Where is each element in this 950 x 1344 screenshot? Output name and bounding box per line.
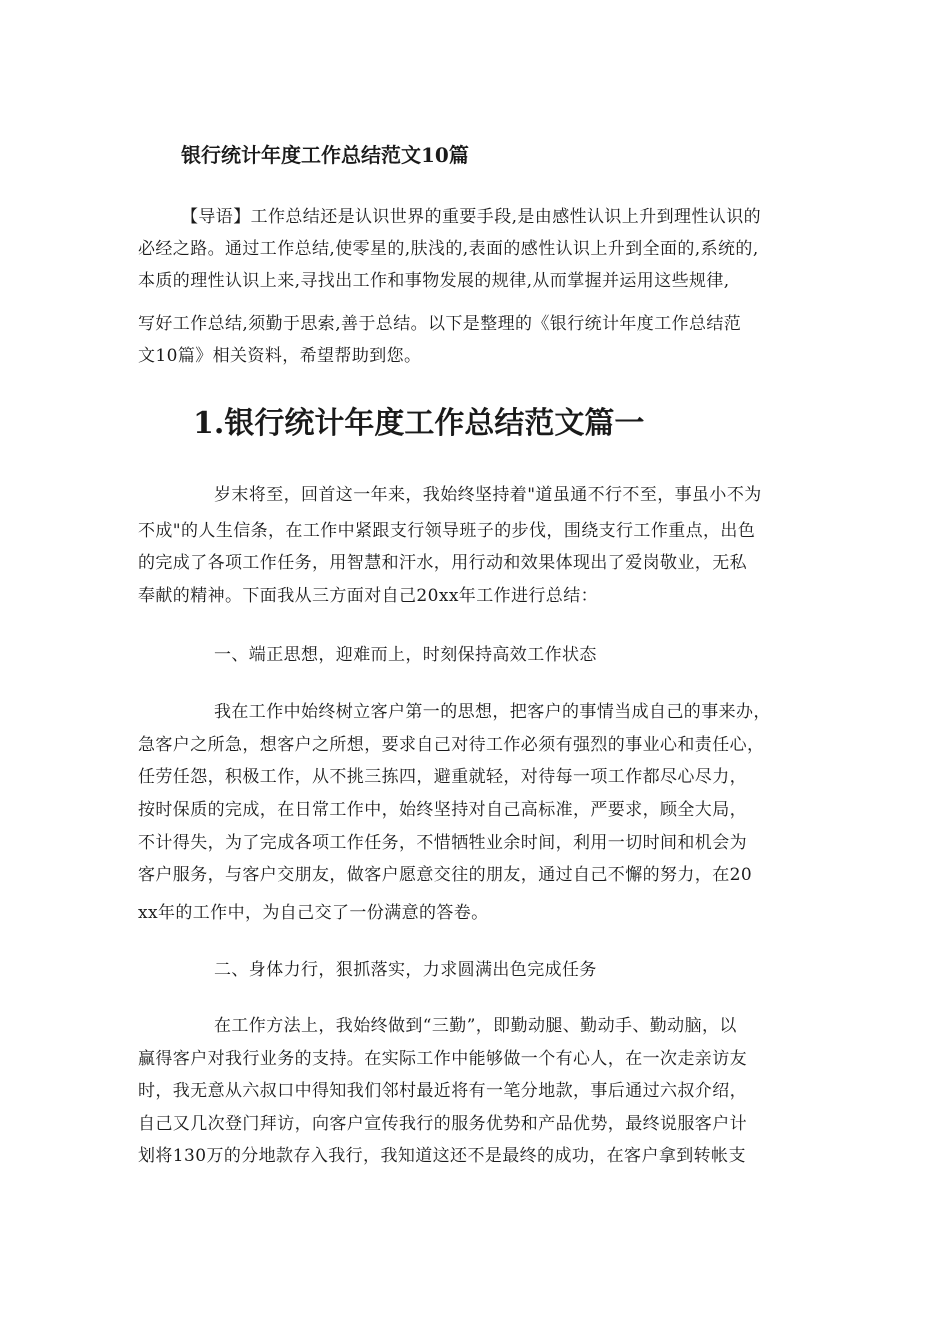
intro-line: 【导语】工作总结还是认识世界的重要手段,是由感性认识上升到理性认识的 [181, 207, 762, 227]
paragraph-line: 划将130万的分地款存入我行，我知道这还不是最终的成功，在客户拿到转帐支 [138, 1146, 746, 1166]
paragraph-line: 我在工作中始终树立客户第一的思想，把客户的事情当成自己的事来办， [214, 702, 771, 722]
intro-line: 必经之路。通过工作总结,使零星的,肤浅的,表面的感性认识上升到全面的,系统的, [138, 239, 759, 259]
paragraph-line: 急客户之所急，想客户之所想，要求自己对待工作必须有强烈的事业心和责任心， [138, 735, 765, 755]
paragraph-line: 岁末将至，回首这一年来，我始终坚持着"道虽通不行不至，事虽小不为 [214, 485, 762, 505]
paragraph-line: 自己又几次登门拜访，向客户宣传我行的服务优势和产品优势，最终说服客户计 [138, 1114, 747, 1134]
subheading: 二、身体力行，狠抓落实，力求圆满出色完成任务 [214, 960, 597, 980]
intro-line: 文10篇》相关资料，希望帮助到您。 [138, 346, 422, 366]
paragraph-line: 赢得客户对我行业务的支持。在实际工作中能够做一个有心人，在一次走亲访友 [138, 1049, 747, 1069]
document-title: 银行统计年度工作总结范文10篇 [181, 143, 469, 167]
intro-line: 写好工作总结,须勤于思索,善于总结。以下是整理的《银行统计年度工作总结范 [138, 314, 742, 334]
paragraph-line: 的完成了各项工作任务，用智慧和汗水，用行动和效果体现出了爱岗敬业，无私 [138, 553, 747, 573]
intro-line: 本质的理性认识上来,寻找出工作和事物发展的规律,从而掌握并运用这些规律, [138, 271, 730, 291]
paragraph-line: 时，我无意从六叔口中得知我们邻村最近将有一笔分地款，事后通过六叔介绍， [138, 1081, 747, 1101]
paragraph-line: 按时保质的完成，在日常工作中，始终坚持对自己高标准，严要求，顾全大局， [138, 800, 747, 820]
paragraph-line: 任劳任怨，积极工作，从不挑三拣四，避重就轻，对待每一项工作都尽心尽力， [138, 767, 747, 787]
paragraph-line: 客户服务，与客户交朋友，做客户愿意交往的朋友，通过自己不懈的努力，在20 [138, 865, 753, 885]
paragraph-line: 不成"的人生信条，在工作中紧跟支行领导班子的步伐，围绕支行工作重点，出色 [138, 521, 756, 541]
subheading: 一、端正思想，迎难而上，时刻保持高效工作状态 [214, 645, 597, 665]
paragraph-line: xx年的工作中，为自己交了一份满意的答卷。 [138, 903, 489, 923]
paragraph-line: 奉献的精神。下面我从三方面对自己20xx年工作进行总结： [138, 586, 599, 606]
paragraph-line: 不计得失，为了完成各项工作任务，不惜牺牲业余时间，利用一切时间和机会为 [138, 833, 747, 853]
paragraph-line: 在工作方法上，我始终做到“三勤”，即勤动腿、勤动手、勤动脑，以 [214, 1016, 737, 1036]
section-heading: 1.银行统计年度工作总结范文篇一 [193, 406, 645, 441]
